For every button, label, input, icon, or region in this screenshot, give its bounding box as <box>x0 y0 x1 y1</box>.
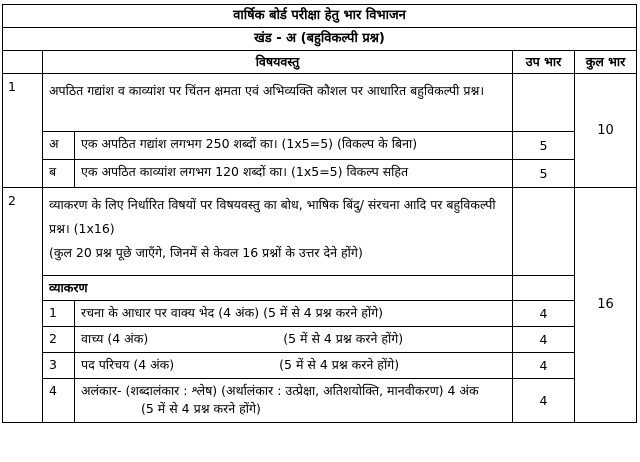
q2-total: 16 <box>575 188 637 423</box>
q2-row <box>3 188 637 276</box>
q2-sub-text: अलंकार- (शब्दालंकार : श्लेष) (अर्थालंकार : उत्प्रेक्षा, अतिशयोक्ति, मानवीकरण) 4 अंक <box>81 383 479 398</box>
q1-number: 1 <box>3 74 43 188</box>
section-title: खंड - अ (बहुविकल्पी प्रश्न) <box>3 28 637 51</box>
q2-sub-row <box>3 353 637 379</box>
q2-sub-marks: 4 <box>513 301 575 327</box>
q2-sub-content <box>75 327 513 353</box>
q2-sub-row <box>3 379 637 423</box>
q1-sub-marks: 5 <box>513 132 575 160</box>
section-row <box>3 28 637 51</box>
q2-sub-marks: 4 <box>513 353 575 379</box>
q2-sub-text: रचना के आधार पर वाक्य भेद (4 अंक) <box>81 305 260 320</box>
q1-sub-label: ब <box>43 160 75 188</box>
q2-sub-choice: (5 में से 4 प्रश्न करने होंगे) <box>283 331 404 346</box>
q1-total: 10 <box>575 74 637 188</box>
weightage-table <box>2 4 637 423</box>
header-total-marks: कुल भार <box>575 51 637 74</box>
q1-marks-empty <box>513 74 575 132</box>
table-title: वार्षिक बोर्ड परीक्षा हेतु भार विभाजन <box>3 5 637 28</box>
q2-subheading-marks-empty <box>513 276 575 301</box>
q1-sub-row <box>3 132 637 160</box>
q1-sub-label: अ <box>43 132 75 160</box>
q2-sub-row <box>3 327 637 353</box>
q2-sub-choice: (5 में से 4 प्रश्न करने होंगे) <box>141 401 261 416</box>
q2-content <box>43 188 513 276</box>
q2-subheading: व्याकरण <box>43 276 513 301</box>
title-row <box>3 5 637 28</box>
q1-row <box>3 74 637 132</box>
q2-sub-choice: (5 में से 4 प्रश्न करने होंगे) <box>263 305 383 320</box>
q1-sub-text: एक अपठित काव्यांश लगभग 120 शब्दों का। (1x5=5) विकल्प सहित <box>75 160 513 188</box>
q2-sub-choice: (5 में से 4 प्रश्न करने होंगे) <box>279 357 400 372</box>
q2-sub-content <box>75 301 513 327</box>
q2-marks-empty <box>513 188 575 276</box>
q2-sub-marks: 4 <box>513 327 575 353</box>
q2-sub-content <box>75 379 513 423</box>
q2-number: 2 <box>3 188 43 423</box>
header-content: विषयवस्तु <box>43 51 513 74</box>
q2-subheading-row <box>3 276 637 301</box>
q2-sub-label: 4 <box>43 379 75 423</box>
header-sub-marks: उप भार <box>513 51 575 74</box>
q1-sub-text: एक अपठित गद्यांश लगभग 250 शब्दों का। (1x5=5) (विकल्प के बिना) <box>75 132 513 160</box>
q2-note: (कुल 20 प्रश्न पूछे जाएँगे, जिनमें से केवल 16 प्रश्नों के उत्तर देने होंगे) <box>49 245 363 260</box>
q1-sub-row <box>3 160 637 188</box>
q2-text: व्याकरण के लिए निर्धारित विषयों पर विषयवस्तु का बोध, भाषिक बिंदु/ संरचना आदि पर बहुविकल्पी प्रश्न। (1x16) <box>49 197 496 236</box>
q2-sub-label: 2 <box>43 327 75 353</box>
q2-sub-label: 3 <box>43 353 75 379</box>
q2-sub-text: वाच्य (4 अंक) <box>81 331 149 346</box>
q2-sub-content <box>75 353 513 379</box>
q1-sub-marks: 5 <box>513 160 575 188</box>
header-row <box>3 51 637 74</box>
q2-sub-row <box>3 301 637 327</box>
q2-sub-label: 1 <box>43 301 75 327</box>
q1-text: अपठित गद्यांश व काव्यांश पर चिंतन क्षमता एवं अभिव्यक्ति कौशल पर आधारित बहुविकल्पी प्रश्न। <box>43 74 513 132</box>
q2-sub-marks: 4 <box>513 379 575 423</box>
header-number <box>3 51 43 74</box>
q2-sub-text: पद परिचय (4 अंक) <box>81 357 175 372</box>
